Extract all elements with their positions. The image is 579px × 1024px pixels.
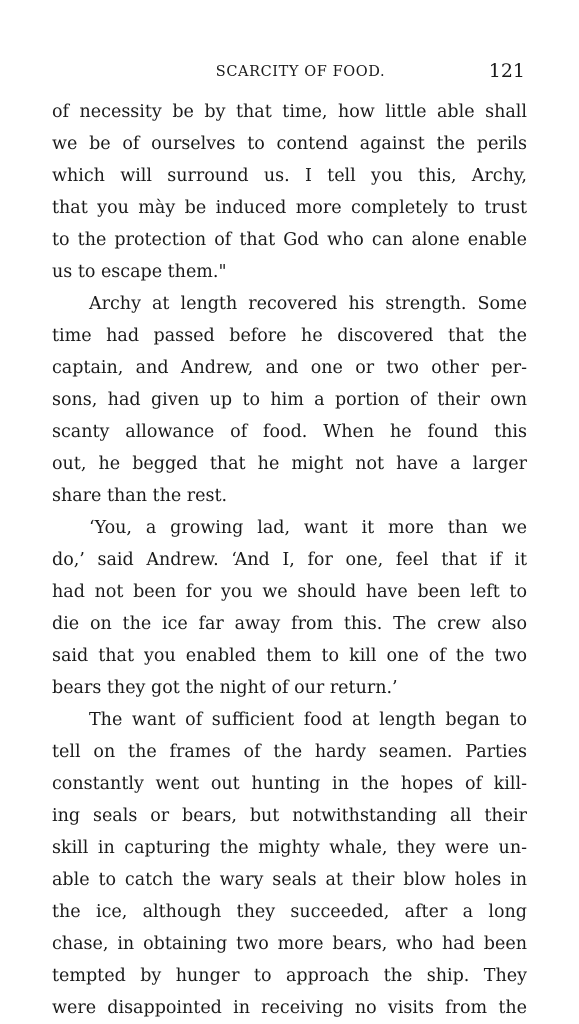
text-line: which will surround us. I tell you this, Archy, <box>52 166 527 186</box>
text-line: chase, in obtaining two more bears, who had been <box>52 934 527 954</box>
text-line-paragraph-start: Archy at length recovered his strength. Some <box>89 294 527 314</box>
text-line: of necessity be by that time, how little able shall <box>52 102 527 122</box>
text-line-paragraph-start: ‘You, a growing lad, want it more than we <box>89 518 527 538</box>
text-line-paragraph-end: share than the rest. <box>52 486 228 506</box>
text-line: we be of ourselves to contend against the perils <box>52 134 527 154</box>
running-title: SCARCITY OF FOOD. <box>215 64 386 80</box>
text-line: do,’ said Andrew. ‘And I, for one, feel that if it <box>52 550 527 570</box>
text-line: sons, had given up to him a portion of their own <box>52 390 527 410</box>
text-line: captain, and Andrew, and one or two other per- <box>52 358 527 378</box>
text-line: time had passed before he discovered that the <box>52 326 527 346</box>
text-line: out, he begged that he might not have a larger <box>52 454 527 474</box>
running-head <box>52 60 527 90</box>
text-line: able to catch the wary seals at their blow holes in <box>52 870 527 890</box>
text-line: had not been for you we should have been left to <box>52 582 527 602</box>
text-line: the ice, although they succeeded, after a long <box>52 902 527 922</box>
text-line: die on the ice far away from this. The crew also <box>52 614 527 634</box>
body-text <box>52 96 527 1024</box>
text-line-paragraph-start: The want of sufficient food at length began to <box>89 710 527 730</box>
text-line: skill in capturing the mighty whale, they were un- <box>52 838 527 858</box>
text-line: were disappointed in receiving no visits from the <box>52 998 527 1018</box>
text-line: said that you enabled them to kill one of the two <box>52 646 527 666</box>
text-line: to the protection of that God who can alone enable <box>52 230 527 250</box>
text-line: scanty allowance of food. When he found this <box>52 422 527 442</box>
text-line: constantly went out hunting in the hopes of kill- <box>52 774 527 794</box>
text-line: tell on the frames of the hardy seamen. Parties <box>52 742 527 762</box>
text-line: ing seals or bears, but notwithstanding all their <box>52 806 527 826</box>
text-line-paragraph-end: us to escape them." <box>52 262 227 282</box>
text-line-paragraph-end: bears they got the night of our return.’ <box>52 678 398 698</box>
text-line: tempted by hunger to approach the ship. They <box>52 966 527 986</box>
page-number: 121 <box>488 60 525 82</box>
text-line: that you mày be induced more completely to trust <box>52 198 527 218</box>
